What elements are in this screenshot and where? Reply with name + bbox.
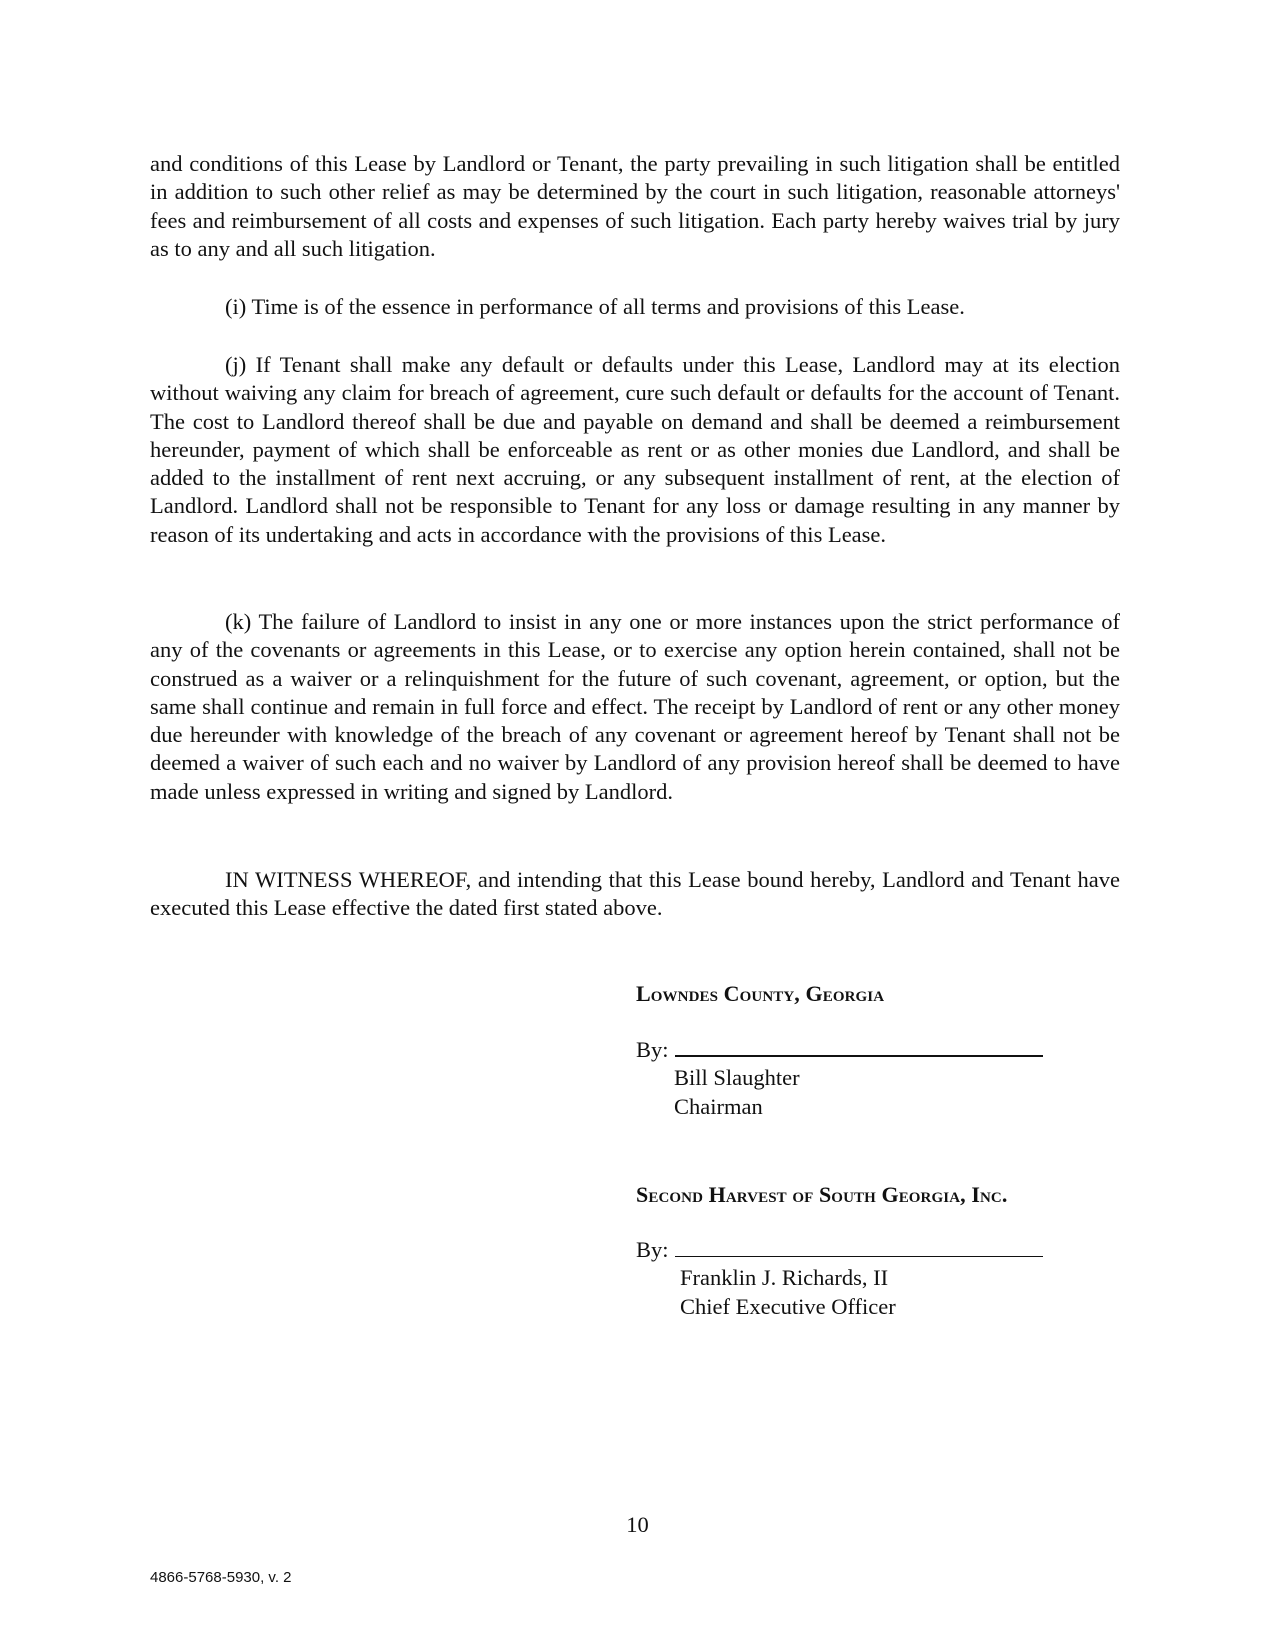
tenant-signer-name: Franklin J. Richards, II — [680, 1265, 889, 1290]
paragraph-k: (k) The failure of Landlord to insist in any one or more instances upon the strict performance of any of the covenants or agreements in this Lease, or to exercise any option herein contained, shall not be construed as a waiver or a relinquishment for the future of such covenant, agreement, or option, but the same shall continue and remain in full force and effect. The receipt by Landlord of rent or any other money due hereunder with knowledge of the breach of any covenant or agreement hereof by Tenant shall not be deemed a waiver of such each and no waiver by Landlord of any provision hereof shall be deemed to have made unless expressed in writing and signed by Landlord. — [150, 609, 1120, 804]
paragraph-h-continued: and conditions of this Lease by Landlord or Tenant, the party prevailing in such litigation shall be entitled in addition to such other relief as may be determined by the court in such litigation, reasonable attorneys' fees and reimbursement of all costs and expenses of such litigation. Each party hereby waives trial by jury as to any and all such litigation. — [150, 151, 1120, 261]
page-number: 10 — [626, 1512, 649, 1537]
document-id: 4866-5768-5930, v. 2 — [150, 1569, 292, 1586]
landlord-entity-name: Lowndes County, Georgia — [636, 981, 885, 1006]
tenant-entity-name: Second Harvest of South Georgia, Inc. — [636, 1182, 1008, 1207]
landlord-signer-name: Bill Slaughter — [674, 1065, 800, 1090]
tenant-by-label: By: — [636, 1236, 669, 1262]
tenant-by-line — [636, 1234, 1156, 1265]
tenant-signature-block — [636, 1181, 1156, 1321]
paragraph-i: (i) Time is of the essence in performance of all terms and provisions of this Lease. — [225, 294, 965, 319]
tenant-signer-title: Chief Executive Officer — [680, 1293, 896, 1319]
witness-clause: IN WITNESS WHEREOF, and intending that this Lease bound hereby, Landlord and Tenant have executed this Lease effective the dated first stated above. — [150, 867, 1120, 921]
landlord-signature-line[interactable] — [675, 1033, 1043, 1057]
paragraph-j: (j) If Tenant shall make any default or defaults under this Lease, Landlord may at its election without waiving any claim for breach of agreement, cure such default or defaults for the account of Tenant. The cost to Landlord thereof shall be due and payable on demand and shall be deemed a reimbursement hereunder, payment of which shall be enforceable as rent or as other monies due Landlord, and shall be added to the installment of rent next accruing, or any subsequent installment of rent, at the election of Landlord. Landlord shall not be responsible to Tenant for any loss or damage resulting in any manner by reason of its undertaking and acts in accordance with the provisions of this Lease. — [150, 352, 1120, 547]
landlord-signer-title: Chairman — [674, 1093, 763, 1119]
tenant-signature-line[interactable] — [675, 1234, 1043, 1257]
landlord-by-label: By: — [636, 1036, 669, 1062]
landlord-by-line — [636, 1033, 1156, 1065]
landlord-signature-block — [636, 980, 1156, 1121]
